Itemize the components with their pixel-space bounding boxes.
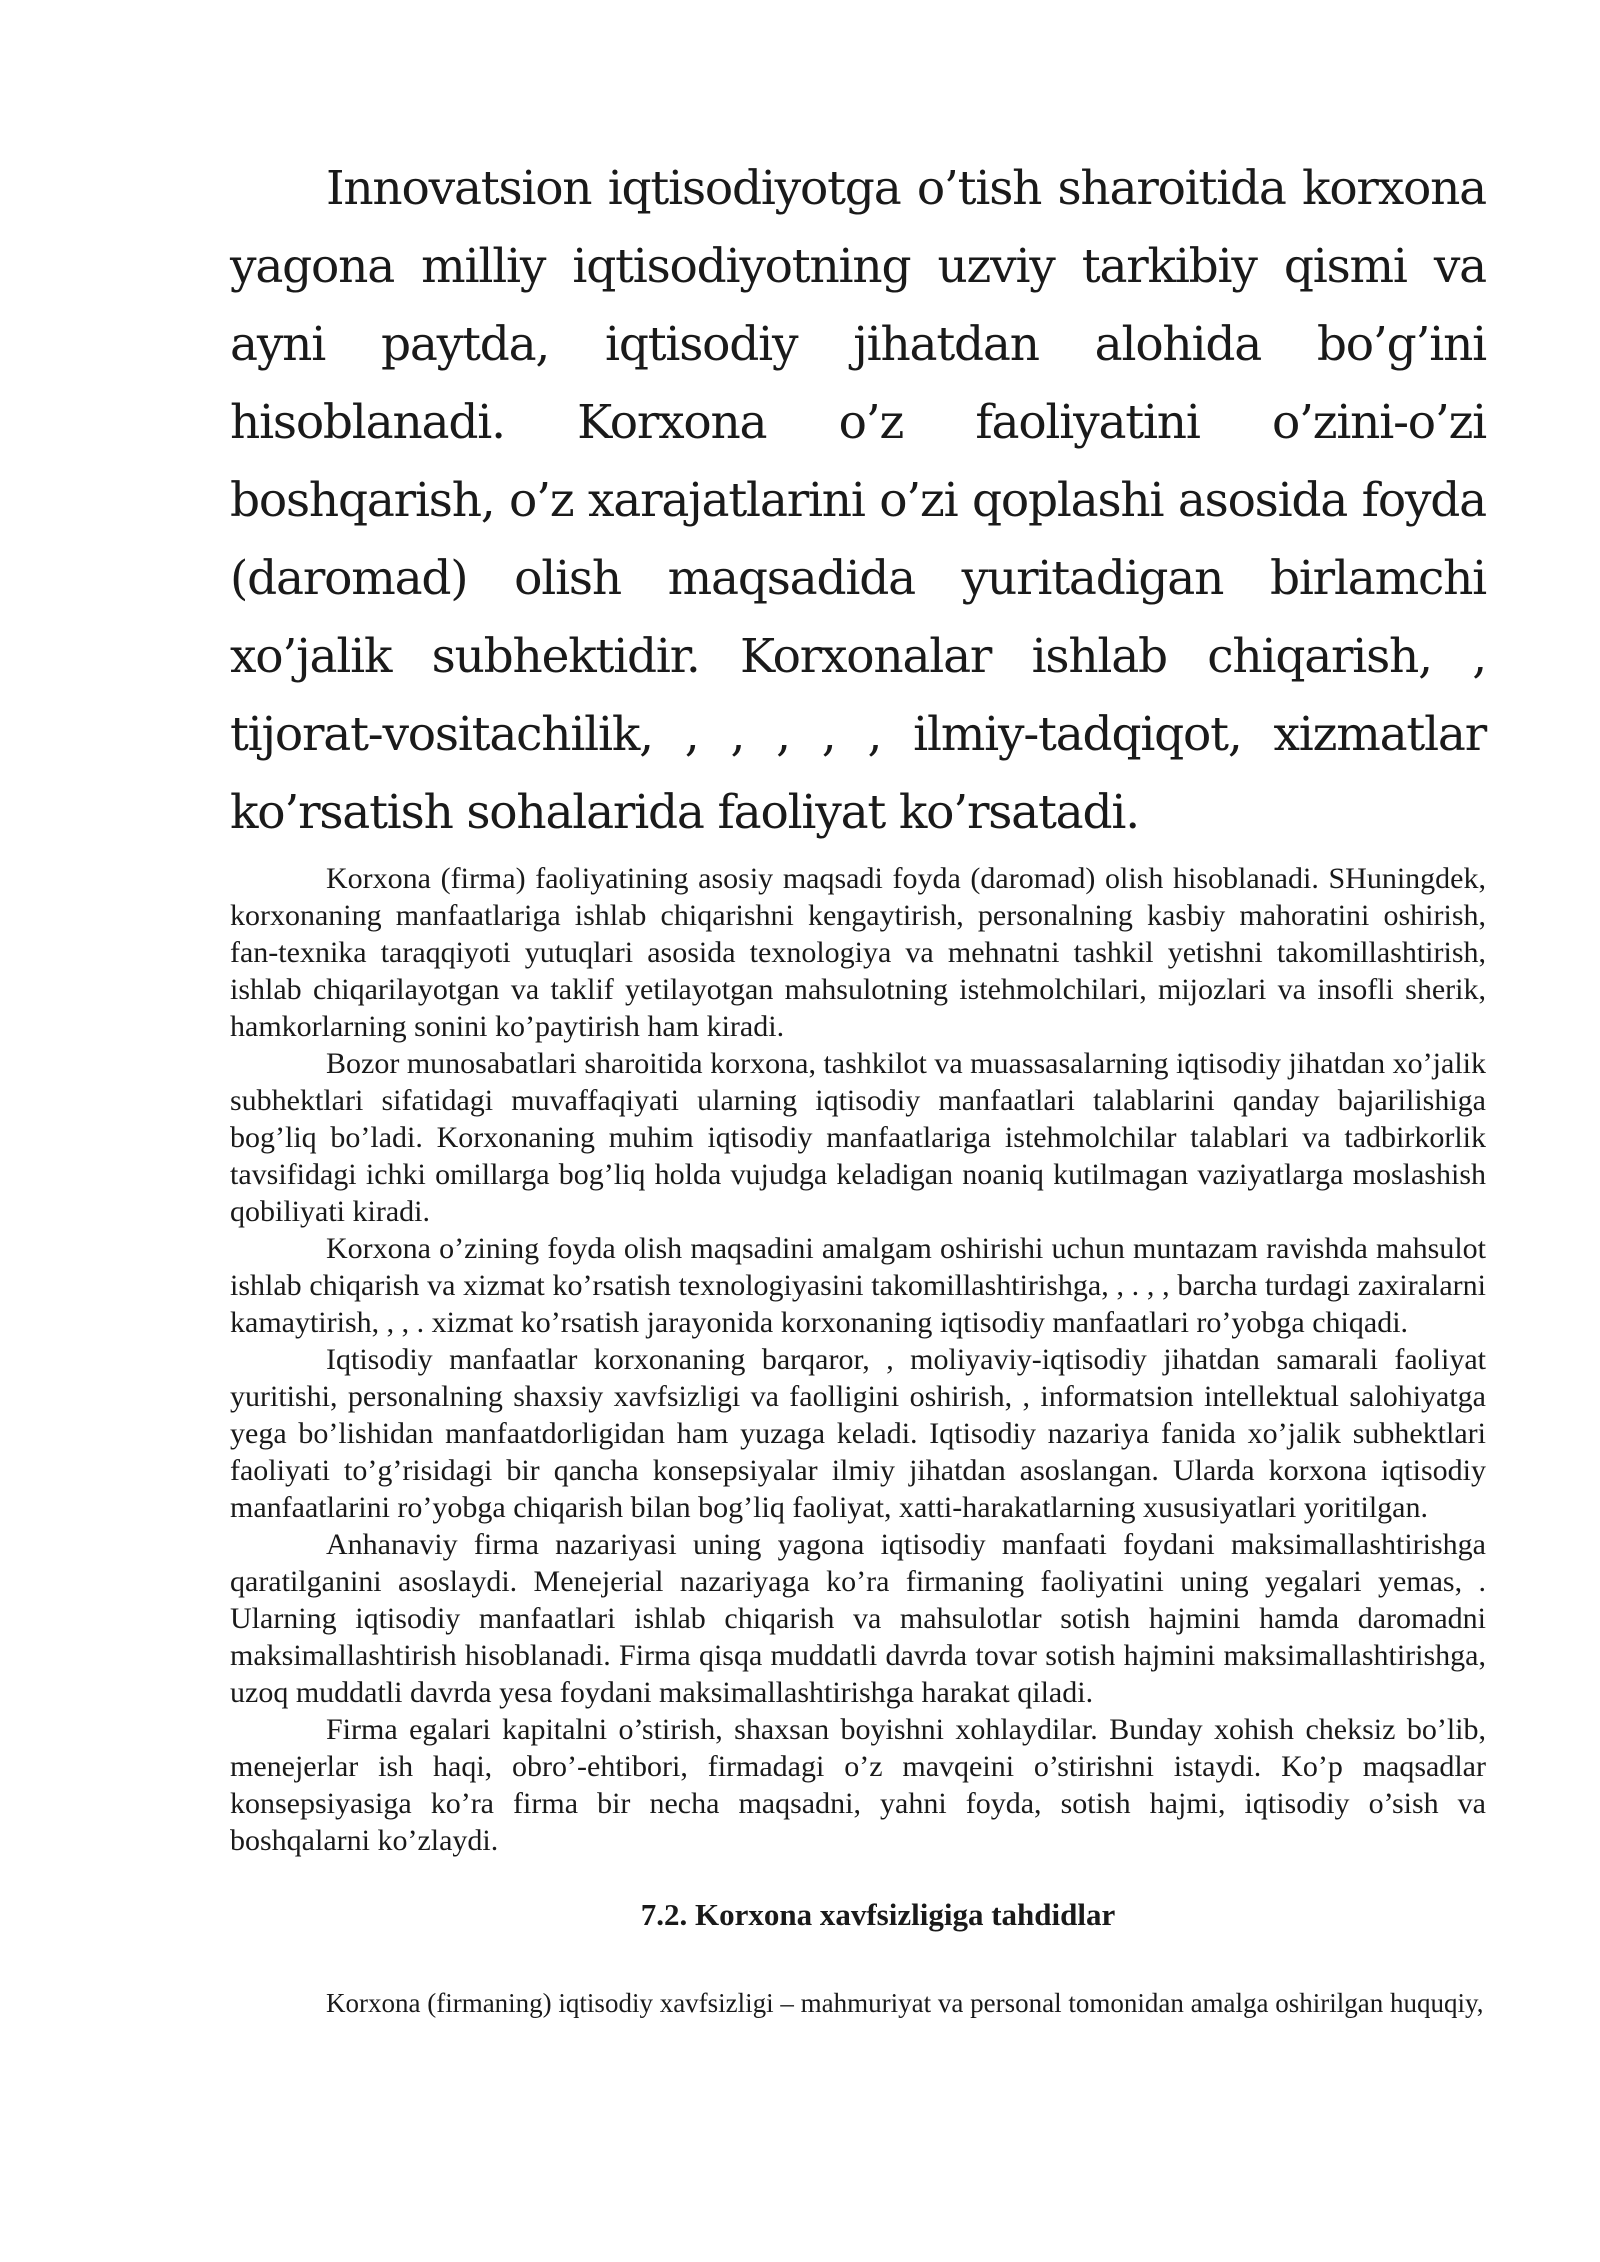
body-paragraph: Anhanaviy firma nazariyasi uning yagona iqtisodiy manfaati foydani maksimallashtirishga qaratilganini asoslaydi. Menejerial nazariyaga ko’ra firmaning faoliyatini uning yegalari yemas, . Ularning iqtisodiy manfaatlari ishlab chiqarish va mahsulotlar sotish hajmini hamda daromadni maksimallashtirish hisoblanadi. Firma qisqa muddatli davrda tovar sotish hajmini maksimallashtirishga, uzoq muddatli davrda yesa foydani maksimallashtirishga harakat qiladi.	[230, 1528, 1486, 1709]
body-paragraph: Korxona (firma) faoliyatining asosiy maqsadi foyda (daromad) olish hisoblanadi. SHuningdek, korxonaning manfaatlariga ishlab chiqarishni kengaytirish, personalning kasbiy mahoratini oshirish, fan-texnika taraqqiyoti yutuqlari asosida texnologiya va mehnatni tashkil yetishni takomillashtirish, ishlab chiqarilayotgan va taklif yetilayotgan mahsulotning istehmolchilari, mijozlari va insofli sherik, hamkorlarning sonini ko’paytirish ham kiradi.	[230, 862, 1486, 1043]
body-paragraph: Bozor munosabatlari sharoitida korxona, tashkilot va muassasalarning iqtisodiy jihatdan xo’jalik subhektlari sifatidagi muvaffaqiyati ularning iqtisodiy manfaatlari talablarini qanday bajarilishiga bog’liq bo’ladi. Korxonaning muhim iqtisodiy manfaatlariga istehmolchilar talablari va tadbirkorlik tavsifidagi ichki omillarga bog’liq holda vujudga keladigan noaniq kutilmagan vaziyatlarga moslashish qobiliyati kiradi.	[230, 1047, 1486, 1228]
trailing-paragraph-line: Korxona (firmaning) iqtisodiy xavfsizligi – mahmuriyat va personal tomonidan amalga oshirilgan huquqiy,	[326, 1988, 1484, 2018]
section-heading: 7.2. Korxona xavfsizligiga tahdidlar	[640, 1897, 1116, 1932]
body-paragraph: Iqtisodiy manfaatlar korxonaning barqaror, , moliyaviy-iqtisodiy jihatdan samarali faoliyat yuritishi, personalning shaxsiy xavfsizligi va faolligini oshirish, , informatsion intellektual salohiyatga yega bo’lishidan manfaatdorligidan ham yuzaga keladi. Iqtisodiy nazariya fanida xo’jalik subhektlari faoliyati to’g’risidagi bir qancha konsepsiyalar ilmiy jihatdan asoslangan. Ularda korxona iqtisodiy manfaatlarini ro’yobga chiqarish bilan bog’liq faoliyat, xatti-harakatlarning xususiyatlari yoritilgan.	[230, 1343, 1486, 1524]
body-paragraph: Korxona o’zining foyda olish maqsadini amalgam oshirishi uchun muntazam ravishda mahsulot ishlab chiqarish va xizmat ko’rsatish texnologiyasini takomillashtirishga, , . , , barcha turdagi zaxiralarni kamaytirish, , , . xizmat ko’rsatish jarayonida korxonaning iqtisodiy manfaatlari ro’yobga chiqadi.	[230, 1232, 1486, 1339]
document-page	[230, 150, 1486, 2022]
body-paragraph: Firma egalari kapitalni o’stirish, shaxsan boyishni xohlaydilar. Bunday xohish cheksiz bo’lib, menejerlar ish haqi, obro’-ehtibori, firmadagi o’z mavqeini o’stirishni istaydi. Ko’p maqsadlar konsepsiyasiga ko’ra firma bir necha maqsadni, yahni foyda, sotish hajmi, iqtisodiy o’sish va boshqalarni ko’zlaydi.	[230, 1713, 1486, 1857]
lead-paragraph: Innovatsion iqtisodiyotga o’tish sharoitida korxona yagona milliy iqtisodiyotning uzviy tarkibiy qismi va ayni paytda, iqtisodiy jihatdan alohida bo’g’ini hisoblanadi. Korxona o’z faoliyatini o’zini-o’zi boshqarish, o’z xarajatlarini o’zi qoplashi asosida foyda (daromad) olish maqsadida yuritadigan birlamchi xo’jalik subhektidir. Korxonalar ishlab chiqarish, , tijorat-vositachilik, , , , , , ilmiy-tadqiqot, xizmatlar ko’rsatish sohalarida faoliyat ko’rsatadi.	[230, 161, 1486, 840]
